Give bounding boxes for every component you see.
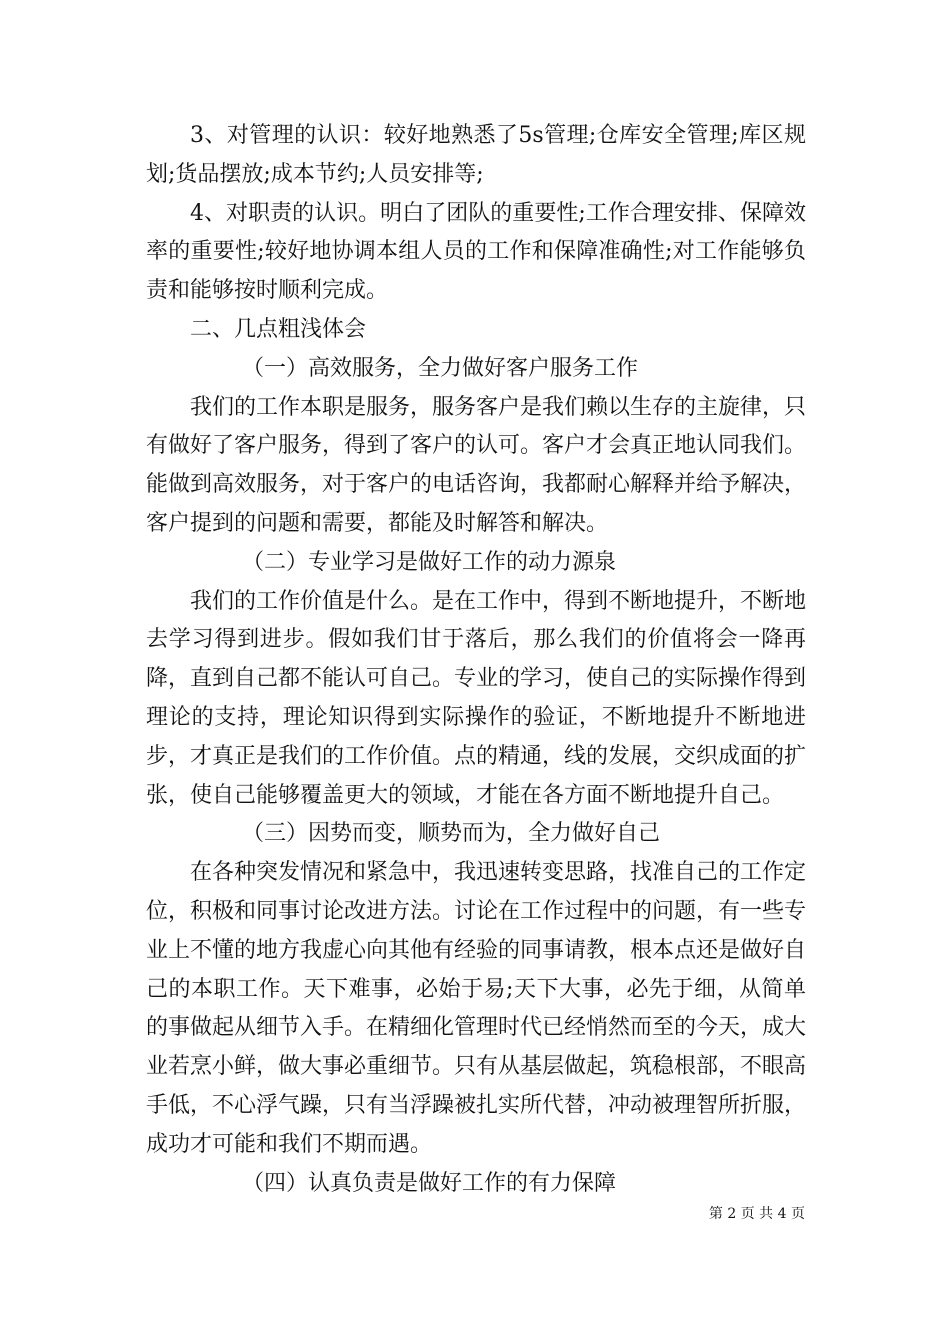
- subheading-responsibility: （四）认真负责是做好工作的有力保障: [242, 1170, 617, 1196]
- paragraph-service: 我们的工作本职是服务，服务客户是我们赖以生存的主旋律，只有做好了客户服务，得到了客户的认可。客户才会真正地认同我们。能做到高效服务，对于客户的电话咨询，我都耐心解释并给予解决，客户提到的问题和需要，都能及时解答和解决。: [146, 394, 807, 536]
- paragraph-duties: 4、对职责的认识。明白了团队的重要性;工作合理安排、保障效率的重要性;较好地协调本组人员的工作和保障准确性;对工作能够负责和能够按时顺利完成。: [146, 200, 806, 304]
- page-number-footer: 第 2 页 共 4 页: [708, 1206, 805, 1222]
- paragraph-adapt: 在各种突发情况和紧急中，我迅速转变思路，找准自己的工作定位，积极和同事讨论改进方法。讨论在工作过程中的问题，有一些专业上不懂的地方我虚心向其他有经验的同事请教，根本点还是做好自己的本职工作。天下难事，必始于易;天下大事，必先于细，从简单的事做起从细节入手。在精细化管理时代已经悄然而至的今天，成大业若烹小鲜，做大事必重细节。只有从基层做起，筑稳根部，不眼高手低，不心浮气躁，只有当浮躁被扎实所代替，冲动被理智所折服，成功才可能和我们不期而遇。: [146, 860, 807, 1157]
- paragraph-management: 3、对管理的认识：较好地熟悉了5s管理;仓库安全管理;库区规划;货品摆放;成本节约;人员安排等;: [146, 123, 806, 187]
- paragraph-learning: 我们的工作价值是什么。是在工作中，得到不断地提升，不断地去学习得到进步。假如我们甘于落后，那么我们的价值将会一降再降，直到自己都不能认可自己。专业的学习，使自己的实际操作得到理论的支持，理论知识得到实际操作的验证，不断地提升不断地进步，才真正是我们的工作价值。点的精通，线的发展，交织成面的扩张，使自己能够覆盖更大的领域，才能在各方面不断地提升自己。: [146, 588, 807, 808]
- subheading-efficient-service: （一）高效服务，全力做好客户服务工作: [242, 355, 639, 381]
- subheading-adapt: （三）因势而变，顺势而为，全力做好自己: [242, 821, 661, 847]
- subheading-professional-learning: （二）专业学习是做好工作的动力源泉: [242, 549, 617, 575]
- section-heading-experience: 二、几点粗浅体会: [190, 316, 367, 342]
- document-body: [146, 117, 806, 1203]
